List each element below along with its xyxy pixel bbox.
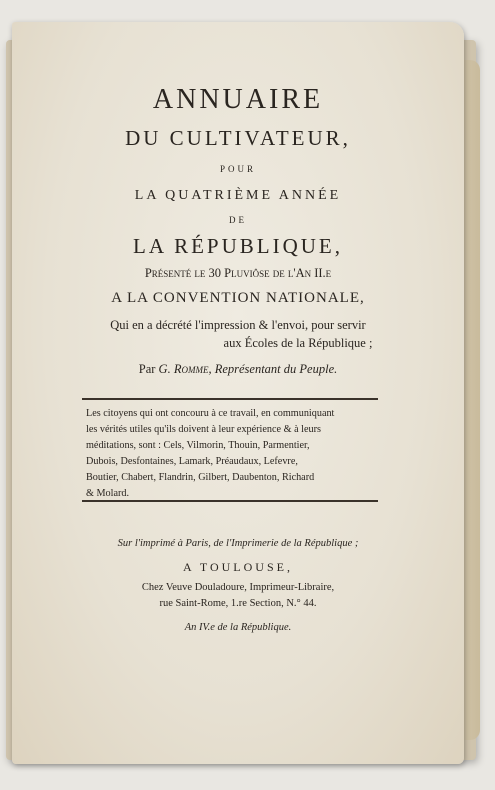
author-prefix: Par xyxy=(138,362,156,376)
author-name: G. Romme xyxy=(158,362,209,376)
imprint-year: An IV.e de la République. xyxy=(184,622,292,633)
ack-line: Dubois, Desfontaines, Lamark, Préaudaux, Lefevre, xyxy=(86,456,298,467)
ack-line: Boutier, Chabert, Flandrin, Gilbert, Daubenton, Richard xyxy=(86,472,315,483)
title-line-republique: LA RÉPUBLIQUE, xyxy=(133,234,343,258)
acknowledgement-paragraph xyxy=(86,406,378,502)
convention-line: A LA CONVENTION NATIONALE, xyxy=(111,290,365,306)
divider-top xyxy=(82,398,378,400)
author-line xyxy=(12,362,464,377)
presentation-line: Présenté le 30 Pluviôse de l'An II.e xyxy=(144,266,332,280)
title-line-de: DE xyxy=(229,215,247,225)
imprint-printer: Chez Veuve Douladoure, Imprimeur-Libraire, xyxy=(141,582,335,593)
author-title: , Représentant du Peuple. xyxy=(208,362,338,376)
ack-line: méditations, sont : Cels, Vilmorin, Thouin, Parmentier, xyxy=(86,440,310,451)
decree-line-1: Qui en a décrété l'impression & l'envoi, pour servir xyxy=(110,318,366,332)
title-line-pour: POUR xyxy=(219,164,256,174)
ack-line: & Molard. xyxy=(86,488,130,499)
imprint-city: A TOULOUSE, xyxy=(183,560,293,574)
title-line-annee: LA QUATRIÈME ANNÉE xyxy=(134,188,342,203)
decree-line-2: aux Écoles de la République ; xyxy=(223,336,373,350)
title-line-annuaire: ANNUAIRE xyxy=(152,84,324,115)
ack-line: les vérités utiles qu'ils doivent à leur expérience & à leurs xyxy=(86,424,321,435)
imprint-address: rue Saint-Rome, 1.re Section, N.° 44. xyxy=(159,598,317,609)
imprint-source: Sur l'imprimé à Paris, de l'Imprimerie de la République ; xyxy=(117,538,359,549)
divider-bottom xyxy=(82,500,378,502)
title-line-cultivateur: DU CULTIVATEUR, xyxy=(125,126,351,150)
ack-line: Les citoyens qui ont concouru à ce travail, en communiquant xyxy=(86,408,335,419)
title-page xyxy=(12,22,464,764)
